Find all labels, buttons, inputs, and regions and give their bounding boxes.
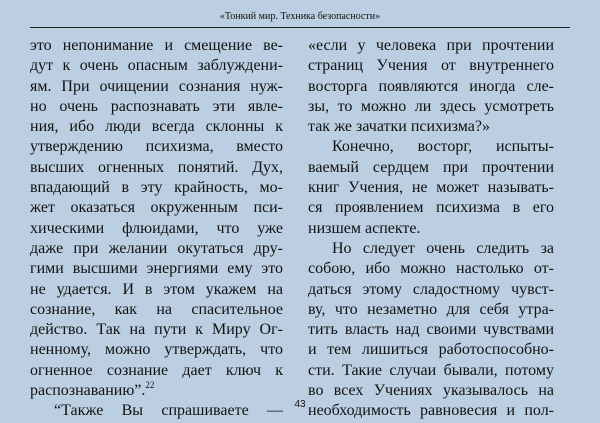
running-header: «Тонкий мир. Техника безопасности» [219,11,381,22]
text-line: ваемый сердцем при прочтении [308,158,554,176]
text-line: необходимость равновесия и пол- [308,402,554,420]
page-number: 43 [294,399,306,410]
header-rule [30,27,570,28]
footnote-marker: 22 [145,380,155,391]
text-line: зы, то можно ли здесь усмотреть [308,97,554,115]
text-line: огненное сознание дает ключ к [30,361,283,379]
text-line: утверждению психизма, вместо [30,138,283,156]
text-line: дут к очень опасным заблуждени- [30,57,283,75]
text-line: тить власть над своими чувствами [308,321,554,339]
text-line: во всех Учениях указывалось на [308,382,554,400]
text-line: хическими флюидами, что уже [30,219,283,237]
left-column [30,36,283,422]
text-line: ся проявлением психизма в его [308,199,554,217]
text-line: не удается. И в этом укажем на [30,280,283,298]
text-line: действо. Так на пути к Миру Ог- [30,321,283,339]
text-line: так же зачатки психизма?» [308,118,490,136]
text-line: ния, ибо люди всегда склонны к [30,118,283,136]
text-line: Но следует очень следить за [332,239,554,257]
text-line: сти. Такие случаи бывали, потому [308,361,554,379]
text-line: это непонимание и смещение ве- [30,37,283,54]
text-line: «если у человека при прочтении [308,37,554,54]
text-line: жет оказаться окруженным пси- [30,199,283,217]
text-line: высших огненных понятий. Дух, [30,158,283,176]
text-line: ненному, можно утверждать, что [30,341,283,359]
text-line: впадающий в эту крайность, мо- [30,179,283,197]
text-line: книг Учения, не может называть- [308,179,554,197]
text-line: ву, что незаметно для себя утра- [308,300,554,318]
text-line: гими высшими энергиями ему это [30,260,283,278]
text-line: сознание, как на спасительное [30,300,283,318]
text-line: но очень распознавать эти явле- [30,97,283,115]
text-line: низшем аспекте. [308,219,421,237]
text-line: даться этому сладостному чувст- [308,280,554,298]
text-line: страниц Учения от внутреннего [308,57,554,75]
text-line: ям. При очищении сознания нуж- [30,77,283,95]
text-line: и тем лишиться работоспособно- [308,341,554,359]
text-line: Конечно, восторг, испыты- [332,138,554,156]
text-line: “Также Вы спрашиваете — [54,402,283,420]
text-line: распознаванию”. [30,382,146,400]
right-column [308,36,554,422]
text-line: собою, ибо можно настолько от- [308,260,554,278]
text-line: даже при желании окутаться дру- [30,239,283,257]
text-line: восторга появляются иногда сле- [308,77,554,95]
